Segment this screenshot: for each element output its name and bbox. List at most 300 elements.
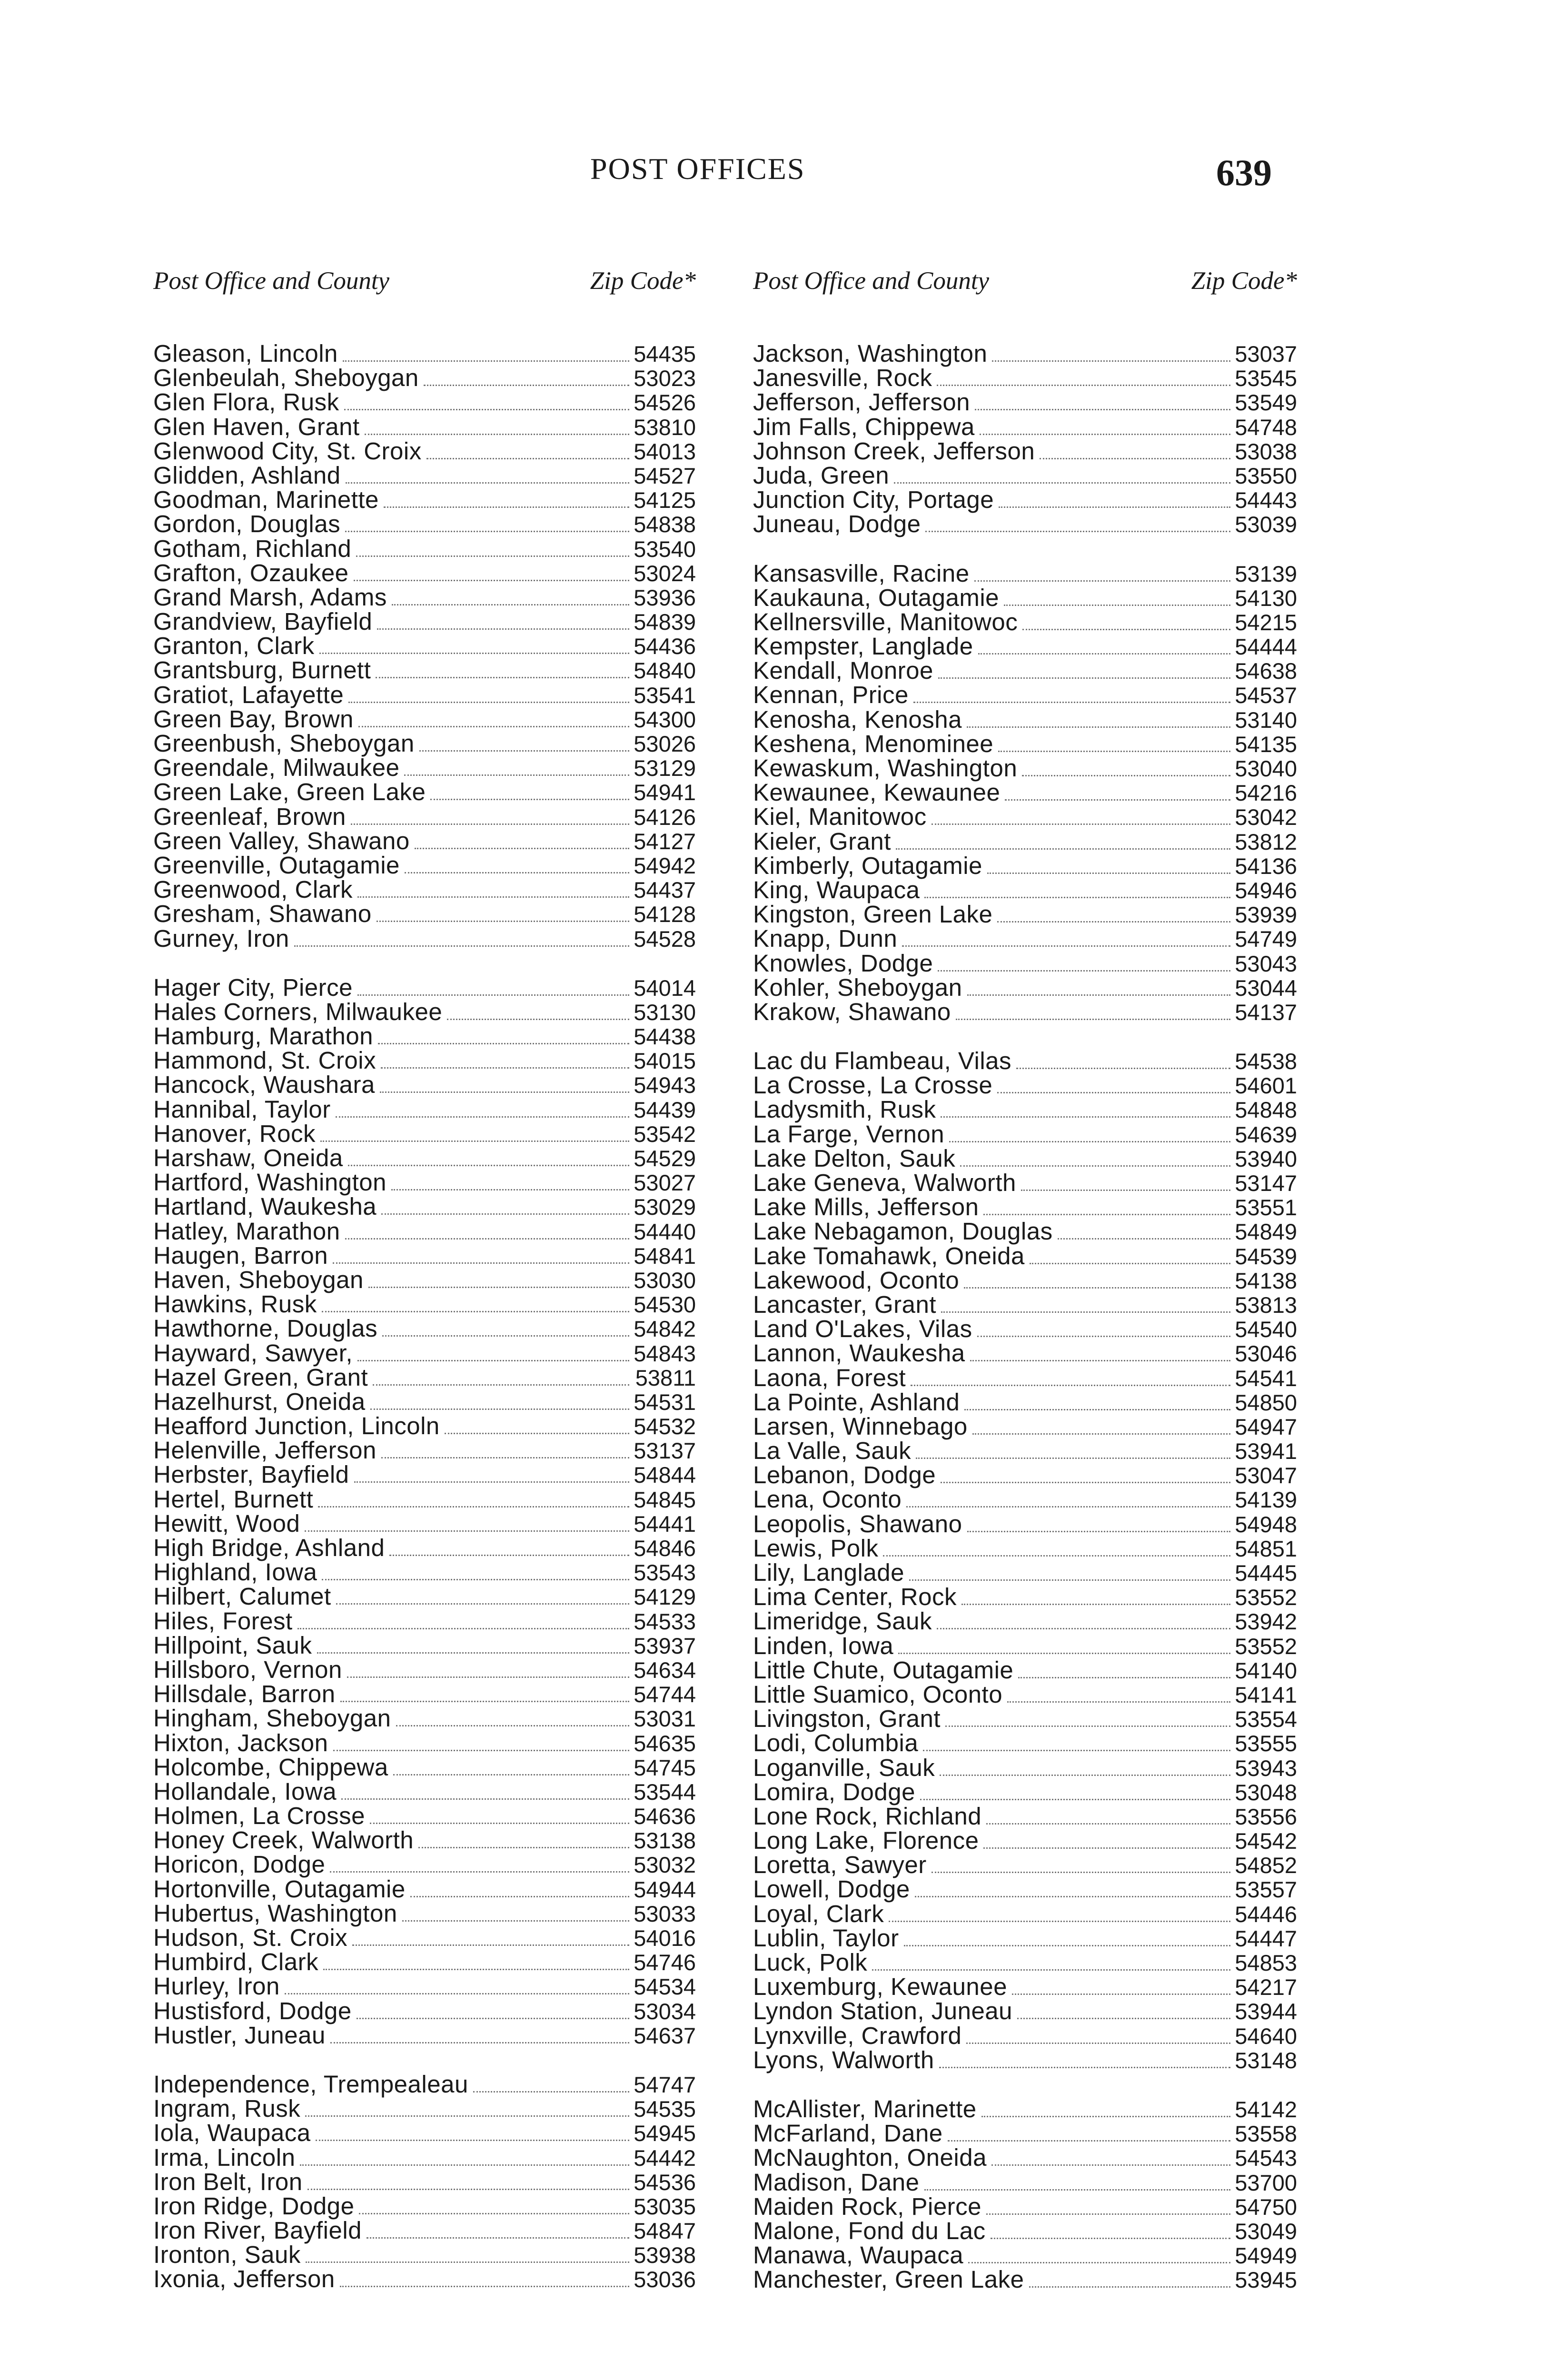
zip-code: 54840 xyxy=(634,658,696,684)
zip-code: 54126 xyxy=(634,804,696,830)
post-office-entry xyxy=(753,1073,1297,1097)
post-office-name: Greenville, Outagamie xyxy=(153,851,400,879)
post-office-name: Hayward, Sawyer, xyxy=(153,1339,353,1367)
zip-code: 54528 xyxy=(634,926,696,952)
dot-leader xyxy=(1040,458,1230,459)
dot-leader xyxy=(964,1409,1230,1410)
dot-leader xyxy=(336,1116,629,1118)
post-office-entry xyxy=(153,1414,696,1438)
zip-code: 54601 xyxy=(1235,1073,1297,1099)
dot-leader xyxy=(932,823,1230,825)
post-office-name: Hannibal, Taylor xyxy=(153,1095,331,1123)
post-office-entry xyxy=(153,2072,696,2096)
zip-code: 53030 xyxy=(634,1267,696,1293)
page-number: 639 xyxy=(1216,152,1272,193)
post-office-entry xyxy=(753,341,1297,366)
zip-code: 53035 xyxy=(634,2193,696,2219)
zip-code: 54635 xyxy=(634,1730,696,1756)
post-office-name: Little Suamico, Oconto xyxy=(753,1680,1003,1708)
zip-code: 54749 xyxy=(1235,926,1297,952)
post-office-name: Gordon, Douglas xyxy=(153,510,341,538)
post-office-entry xyxy=(753,366,1297,390)
zip-code: 54750 xyxy=(1235,2194,1297,2220)
post-office-name: Lublin, Taylor xyxy=(753,1924,899,1952)
post-office-name: Kewaskum, Washington xyxy=(753,754,1018,782)
post-office-name: Hillpoint, Sauk xyxy=(153,1631,312,1659)
post-office-name: Green Valley, Shawano xyxy=(153,827,410,854)
zip-code: 53044 xyxy=(1235,975,1297,1001)
dot-leader xyxy=(997,921,1230,922)
zip-code: 54527 xyxy=(634,463,696,488)
post-office-name: Loretta, Sawyer xyxy=(753,1851,927,1879)
dot-leader xyxy=(983,1847,1230,1849)
post-office-name: Juda, Green xyxy=(753,461,890,489)
post-office-name: Hales Corners, Milwaukee xyxy=(153,998,443,1025)
zip-code: 54535 xyxy=(634,2096,696,2122)
zip-code: 54847 xyxy=(634,2218,696,2244)
zip-code: 54128 xyxy=(634,902,696,927)
dot-leader xyxy=(430,799,629,800)
post-office-name: Little Chute, Outagamie xyxy=(753,1656,1014,1684)
post-office-name: Hertel, Burnett xyxy=(153,1485,314,1513)
zip-code: 53031 xyxy=(634,1706,696,1732)
zip-code: 54531 xyxy=(634,1389,696,1415)
dot-leader xyxy=(344,409,629,410)
zip-code: 53812 xyxy=(1235,829,1297,854)
post-office-name: Hager City, Pierce xyxy=(153,973,353,1001)
post-office-entry xyxy=(153,829,696,853)
post-office-entry xyxy=(153,1925,696,1950)
post-office-name: Hurley, Iron xyxy=(153,1973,280,2000)
dot-leader xyxy=(949,1141,1230,1142)
zip-code: 54538 xyxy=(1235,1049,1297,1074)
dot-leader xyxy=(340,1701,629,1702)
dot-leader xyxy=(377,628,629,630)
page-title: POST OFFICES xyxy=(590,152,805,186)
post-office-entry xyxy=(753,1926,1297,1950)
dot-leader xyxy=(330,1871,629,1873)
dot-leader xyxy=(923,1750,1230,1751)
zip-code: 54215 xyxy=(1235,609,1297,635)
dot-leader xyxy=(415,848,629,849)
zip-code: 53139 xyxy=(1235,561,1297,586)
post-office-name: Hollandale, Iowa xyxy=(153,1777,337,1805)
post-office-name: Hawkins, Rusk xyxy=(153,1290,317,1318)
zip-code: 53043 xyxy=(1235,951,1297,976)
dot-leader xyxy=(348,1165,629,1166)
column-header-post-office: Post Office and County xyxy=(153,267,390,295)
column-header xyxy=(753,264,1297,298)
dot-leader xyxy=(967,1531,1231,1532)
letter-section xyxy=(153,2072,696,2291)
column-header-zip-code: Zip Code* xyxy=(1191,267,1297,295)
zip-code: 54852 xyxy=(1235,1853,1297,1878)
post-office-name: Hiles, Forest xyxy=(153,1607,293,1635)
post-office-name: Gratiot, Lafayette xyxy=(153,681,344,708)
post-office-name: Hilbert, Calumet xyxy=(153,1583,331,1610)
post-office-entry xyxy=(753,1706,1297,1731)
post-office-name: Hamburg, Marathon xyxy=(153,1022,374,1050)
zip-code: 53140 xyxy=(1235,707,1297,733)
post-office-name: Leopolis, Shawano xyxy=(753,1510,962,1537)
post-office-name: Gotham, Richland xyxy=(153,535,352,562)
dot-leader xyxy=(925,531,1230,532)
dot-leader xyxy=(992,360,1230,362)
zip-code: 54945 xyxy=(634,2121,696,2146)
zip-code: 54745 xyxy=(634,1755,696,1780)
post-office-name: Greendale, Milwaukee xyxy=(153,754,400,782)
post-office-entry xyxy=(153,1657,696,1682)
post-office-name: Iron River, Bayfield xyxy=(153,2217,362,2244)
post-office-entry xyxy=(753,756,1297,780)
dot-leader xyxy=(1058,1238,1230,1240)
post-office-entry xyxy=(753,2145,1297,2170)
zip-code: 53046 xyxy=(1235,1341,1297,1367)
post-office-name: Hustisford, Dodge xyxy=(153,1997,352,2024)
post-office-entry xyxy=(153,2121,696,2145)
post-office-entry xyxy=(153,2023,696,2047)
post-office-name: Glen Haven, Grant xyxy=(153,413,360,440)
post-office-name: Laona, Forest xyxy=(753,1364,906,1391)
post-office-entry xyxy=(753,1658,1297,1682)
post-office-name: Greenbush, Sheboygan xyxy=(153,730,415,757)
post-office-entry xyxy=(153,731,696,755)
dot-leader xyxy=(445,1433,629,1434)
dot-leader xyxy=(322,1579,629,1580)
post-office-entry xyxy=(753,1463,1297,1487)
post-office-name: Hudson, St. Croix xyxy=(153,1924,348,1951)
zip-code: 54140 xyxy=(1235,1657,1297,1683)
post-office-name: Lily, Langlade xyxy=(753,1559,904,1586)
post-office-name: Iron Ridge, Dodge xyxy=(153,2192,355,2220)
zip-code: 53545 xyxy=(1235,366,1297,391)
post-office-entry xyxy=(753,1341,1297,1365)
post-office-entry xyxy=(753,902,1297,926)
post-office-name: Luxemburg, Kewaunee xyxy=(753,1973,1008,2001)
post-office-entry xyxy=(753,1244,1297,1268)
post-office-entry xyxy=(753,415,1297,439)
dot-leader xyxy=(986,2213,1230,2215)
post-office-entry xyxy=(753,1634,1297,1658)
post-office-name: Grandview, Bayfield xyxy=(153,608,373,635)
dot-leader xyxy=(960,1165,1230,1167)
post-office-entry xyxy=(153,2242,696,2267)
dot-leader xyxy=(1016,1068,1230,1069)
post-office-name: Hammond, St. Croix xyxy=(153,1047,377,1074)
post-office-entry xyxy=(153,1170,696,1194)
post-office-name: Humbird, Clark xyxy=(153,1948,319,1976)
post-office-entry xyxy=(753,610,1297,634)
dot-leader xyxy=(323,1969,629,1970)
dot-leader xyxy=(997,1092,1230,1093)
zip-code: 54543 xyxy=(1235,2145,1297,2171)
post-office-name: Honey Creek, Walworth xyxy=(153,1826,414,1854)
post-office-name: Green Bay, Brown xyxy=(153,705,354,733)
post-office-name: Ingram, Rusk xyxy=(153,2095,301,2122)
post-office-entry xyxy=(753,1170,1297,1195)
dot-leader xyxy=(986,1823,1230,1825)
post-office-entry xyxy=(753,1512,1297,1536)
post-office-entry xyxy=(753,732,1297,756)
post-office-entry xyxy=(753,2121,1297,2145)
post-office-name: Lynxville, Crawford xyxy=(753,2022,962,2049)
dot-leader xyxy=(978,653,1230,654)
post-office-name: Glidden, Ashland xyxy=(153,461,341,489)
post-office-name: Irma, Lincoln xyxy=(153,2143,296,2171)
post-office-entry xyxy=(153,755,696,780)
post-office-entry xyxy=(153,487,696,512)
post-office-name: Independence, Trempealeau xyxy=(153,2070,468,2098)
zip-code: 54537 xyxy=(1235,683,1297,708)
dot-leader xyxy=(1030,1263,1230,1264)
post-office-entry xyxy=(153,975,696,1000)
zip-code: 54437 xyxy=(634,877,696,903)
post-office-name: Haven, Sheboygan xyxy=(153,1266,364,1293)
post-office-entry xyxy=(753,1219,1297,1243)
post-office-entry xyxy=(753,463,1297,487)
zip-code: 54142 xyxy=(1235,2096,1297,2122)
zip-code: 53939 xyxy=(1235,902,1297,928)
post-office-name: Hanover, Rock xyxy=(153,1120,316,1147)
post-office-entry xyxy=(753,1317,1297,1341)
dot-leader xyxy=(391,1189,629,1190)
post-office-name: Knowles, Dodge xyxy=(753,949,933,977)
post-office-entry xyxy=(753,2194,1297,2219)
dot-leader xyxy=(381,1067,629,1069)
zip-code: 53944 xyxy=(1235,1999,1297,2024)
zip-code: 54532 xyxy=(634,1414,696,1439)
post-office-entry xyxy=(753,1902,1297,1926)
post-office-entry xyxy=(153,1779,696,1804)
post-office-name: Janesville, Rock xyxy=(753,364,932,392)
post-office-entry xyxy=(753,487,1297,512)
post-office-entry xyxy=(153,877,696,902)
post-office-name: Kellnersville, Manitowoc xyxy=(753,608,1018,635)
zip-code: 54942 xyxy=(634,853,696,878)
zip-code: 53023 xyxy=(634,366,696,391)
dot-leader xyxy=(393,1774,629,1775)
dot-leader xyxy=(319,653,629,654)
post-office-name: Krakow, Shawano xyxy=(753,998,951,1025)
zip-code: 54436 xyxy=(634,634,696,659)
dot-leader xyxy=(317,1652,630,1654)
post-office-entry xyxy=(753,1755,1297,1780)
zip-code: 53700 xyxy=(1235,2170,1297,2195)
post-office-name: Livingston, Grant xyxy=(753,1705,941,1733)
zip-code: 54850 xyxy=(1235,1389,1297,1415)
post-office-name: Kingston, Green Lake xyxy=(753,901,993,928)
post-office-name: Hartland, Waukesha xyxy=(153,1193,377,1220)
post-office-name: King, Waupaca xyxy=(753,876,920,903)
dot-leader xyxy=(410,1896,629,1897)
post-office-name: Green Lake, Green Lake xyxy=(153,778,426,806)
post-office-entry xyxy=(153,536,696,561)
post-office-name: Horicon, Dodge xyxy=(153,1851,326,1878)
dot-leader xyxy=(911,1385,1230,1386)
post-office-entry xyxy=(753,1950,1297,1974)
zip-code: 54015 xyxy=(634,1048,696,1074)
dot-leader xyxy=(1004,605,1230,606)
post-office-name: Luck, Polk xyxy=(753,1949,868,1976)
post-office-entry xyxy=(753,1487,1297,1511)
zip-code: 53032 xyxy=(634,1852,696,1878)
post-office-entry xyxy=(153,1536,696,1560)
post-office-entry xyxy=(153,1731,696,1755)
post-office-name: Lebanon, Dodge xyxy=(753,1461,936,1489)
zip-code: 54014 xyxy=(634,975,696,1001)
zip-code: 54853 xyxy=(1235,1950,1297,1975)
dot-leader xyxy=(977,1336,1230,1337)
dot-leader xyxy=(367,2237,629,2239)
dot-leader xyxy=(924,897,1230,898)
post-office-entry xyxy=(153,1999,696,2023)
post-office-name: Malone, Fond du Lac xyxy=(753,2217,986,2244)
post-office-entry xyxy=(153,585,696,609)
post-office-entry xyxy=(153,1706,696,1730)
post-office-entry xyxy=(153,1560,696,1584)
zip-code: 53811 xyxy=(635,1365,696,1390)
post-office-name: Hingham, Sheboygan xyxy=(153,1705,391,1732)
post-office-entry xyxy=(753,975,1297,1000)
zip-code: 53040 xyxy=(1235,756,1297,781)
post-office-entry xyxy=(153,1755,696,1779)
post-office-entry xyxy=(753,1828,1297,1853)
post-office-entry xyxy=(753,1414,1297,1438)
zip-code: 54300 xyxy=(634,706,696,732)
dot-leader xyxy=(357,1360,629,1361)
dot-leader xyxy=(345,1238,629,1240)
letter-section xyxy=(753,561,1297,1024)
dot-leader xyxy=(365,434,629,435)
zip-code: 53942 xyxy=(1235,1609,1297,1635)
post-office-entry xyxy=(153,1243,696,1268)
dot-leader xyxy=(896,848,1230,850)
post-office-entry xyxy=(753,853,1297,878)
post-office-name: Grantsburg, Burnett xyxy=(153,656,371,684)
post-office-name: La Crosse, La Crosse xyxy=(753,1071,993,1099)
dot-leader xyxy=(991,2164,1230,2166)
dot-leader xyxy=(351,823,629,825)
letter-section xyxy=(753,341,1297,536)
zip-code: 54439 xyxy=(634,1097,696,1122)
dot-leader xyxy=(987,873,1230,874)
post-office-name: Kieler, Grant xyxy=(753,827,891,855)
post-office-name: Herbster, Bayfield xyxy=(153,1461,349,1488)
post-office-entry xyxy=(153,1852,696,1876)
dot-leader xyxy=(1018,1677,1230,1678)
post-office-name: Iola, Waupaca xyxy=(153,2119,311,2147)
dot-leader xyxy=(904,1945,1230,1946)
zip-code: 54217 xyxy=(1235,1974,1297,2000)
zip-code: 54130 xyxy=(1235,585,1297,611)
post-office-name: Holcombe, Chippewa xyxy=(153,1753,388,1781)
post-office-name: Lake Tomahawk, Oneida xyxy=(753,1242,1025,1269)
dot-leader xyxy=(902,945,1230,947)
post-office-name: Madison, Dane xyxy=(753,2168,920,2196)
zip-code: 54842 xyxy=(634,1316,696,1342)
post-office-name: Jefferson, Jefferson xyxy=(753,388,971,416)
zip-code: 53943 xyxy=(1235,1755,1297,1781)
post-office-entry xyxy=(153,1268,696,1292)
zip-code: 53556 xyxy=(1235,1804,1297,1829)
zip-code: 54013 xyxy=(634,438,696,464)
dot-leader xyxy=(948,2140,1230,2142)
dot-leader xyxy=(322,1311,629,1312)
post-office-entry xyxy=(153,1146,696,1170)
post-office-entry xyxy=(153,1950,696,1974)
dot-leader xyxy=(330,2042,629,2043)
post-office-entry xyxy=(753,1366,1297,1390)
post-office-entry xyxy=(753,561,1297,585)
post-office-name: Kaukauna, Outagamie xyxy=(753,584,1000,611)
post-office-entry xyxy=(153,1438,696,1462)
post-office-name: Grand Marsh, Adams xyxy=(153,583,387,611)
post-office-entry xyxy=(153,2267,696,2291)
dot-leader xyxy=(424,385,629,386)
zip-code: 54839 xyxy=(634,609,696,635)
post-office-name: Manawa, Waupaca xyxy=(753,2241,964,2269)
right-column xyxy=(753,264,1297,2291)
post-office-name: Loyal, Clark xyxy=(753,1900,884,1927)
post-office-name: Lone Rock, Richland xyxy=(753,1802,982,1830)
dot-leader xyxy=(419,750,629,752)
post-office-name: Hartford, Washington xyxy=(153,1169,386,1196)
post-office-name: Limeridge, Sauk xyxy=(753,1607,932,1635)
zip-code: 53034 xyxy=(634,1998,696,2024)
dot-leader xyxy=(937,1628,1230,1629)
dot-leader xyxy=(980,434,1230,435)
post-office-entry xyxy=(153,415,696,439)
post-office-entry xyxy=(753,1097,1297,1121)
post-office-name: Lodi, Columbia xyxy=(753,1729,919,1757)
dot-leader xyxy=(294,945,629,947)
zip-code: 54440 xyxy=(634,1219,696,1244)
post-office-entry xyxy=(753,658,1297,683)
dot-leader xyxy=(940,1775,1230,1776)
dot-leader xyxy=(972,1433,1230,1435)
zip-code: 54138 xyxy=(1235,1268,1297,1293)
post-office-entry xyxy=(753,1292,1297,1317)
zip-code: 54216 xyxy=(1235,780,1297,806)
letter-section xyxy=(753,1049,1297,2072)
dot-leader xyxy=(975,409,1230,410)
post-office-entry xyxy=(753,1560,1297,1585)
zip-code: 54946 xyxy=(1235,877,1297,903)
post-office-entry xyxy=(753,2023,1297,2048)
post-office-entry xyxy=(153,1097,696,1121)
zip-code: 53027 xyxy=(634,1170,696,1196)
post-office-name: La Valle, Sauk xyxy=(753,1437,912,1465)
post-office-name: Knapp, Dunn xyxy=(753,925,898,952)
dot-leader xyxy=(405,872,629,873)
post-office-name: Glenbeulah, Sheboygan xyxy=(153,364,419,392)
dot-leader xyxy=(373,1384,629,1386)
post-office-name: Kendall, Monroe xyxy=(753,657,933,684)
post-office-entry xyxy=(753,1804,1297,1828)
post-office-entry xyxy=(753,1536,1297,1560)
post-office-entry xyxy=(153,2170,696,2194)
post-office-name: Hancock, Waushara xyxy=(153,1071,375,1099)
post-office-name: Lake Mills, Jefferson xyxy=(753,1193,979,1221)
post-office-entry xyxy=(753,829,1297,853)
zip-code: 54541 xyxy=(1235,1365,1297,1391)
post-office-name: Holmen, La Crosse xyxy=(153,1802,366,1830)
dot-leader xyxy=(991,2238,1230,2239)
post-office-name: Lac du Flambeau, Vilas xyxy=(753,1047,1012,1075)
dot-leader xyxy=(389,1555,629,1556)
post-office-entry xyxy=(753,1049,1297,1073)
dot-leader xyxy=(956,1019,1230,1020)
